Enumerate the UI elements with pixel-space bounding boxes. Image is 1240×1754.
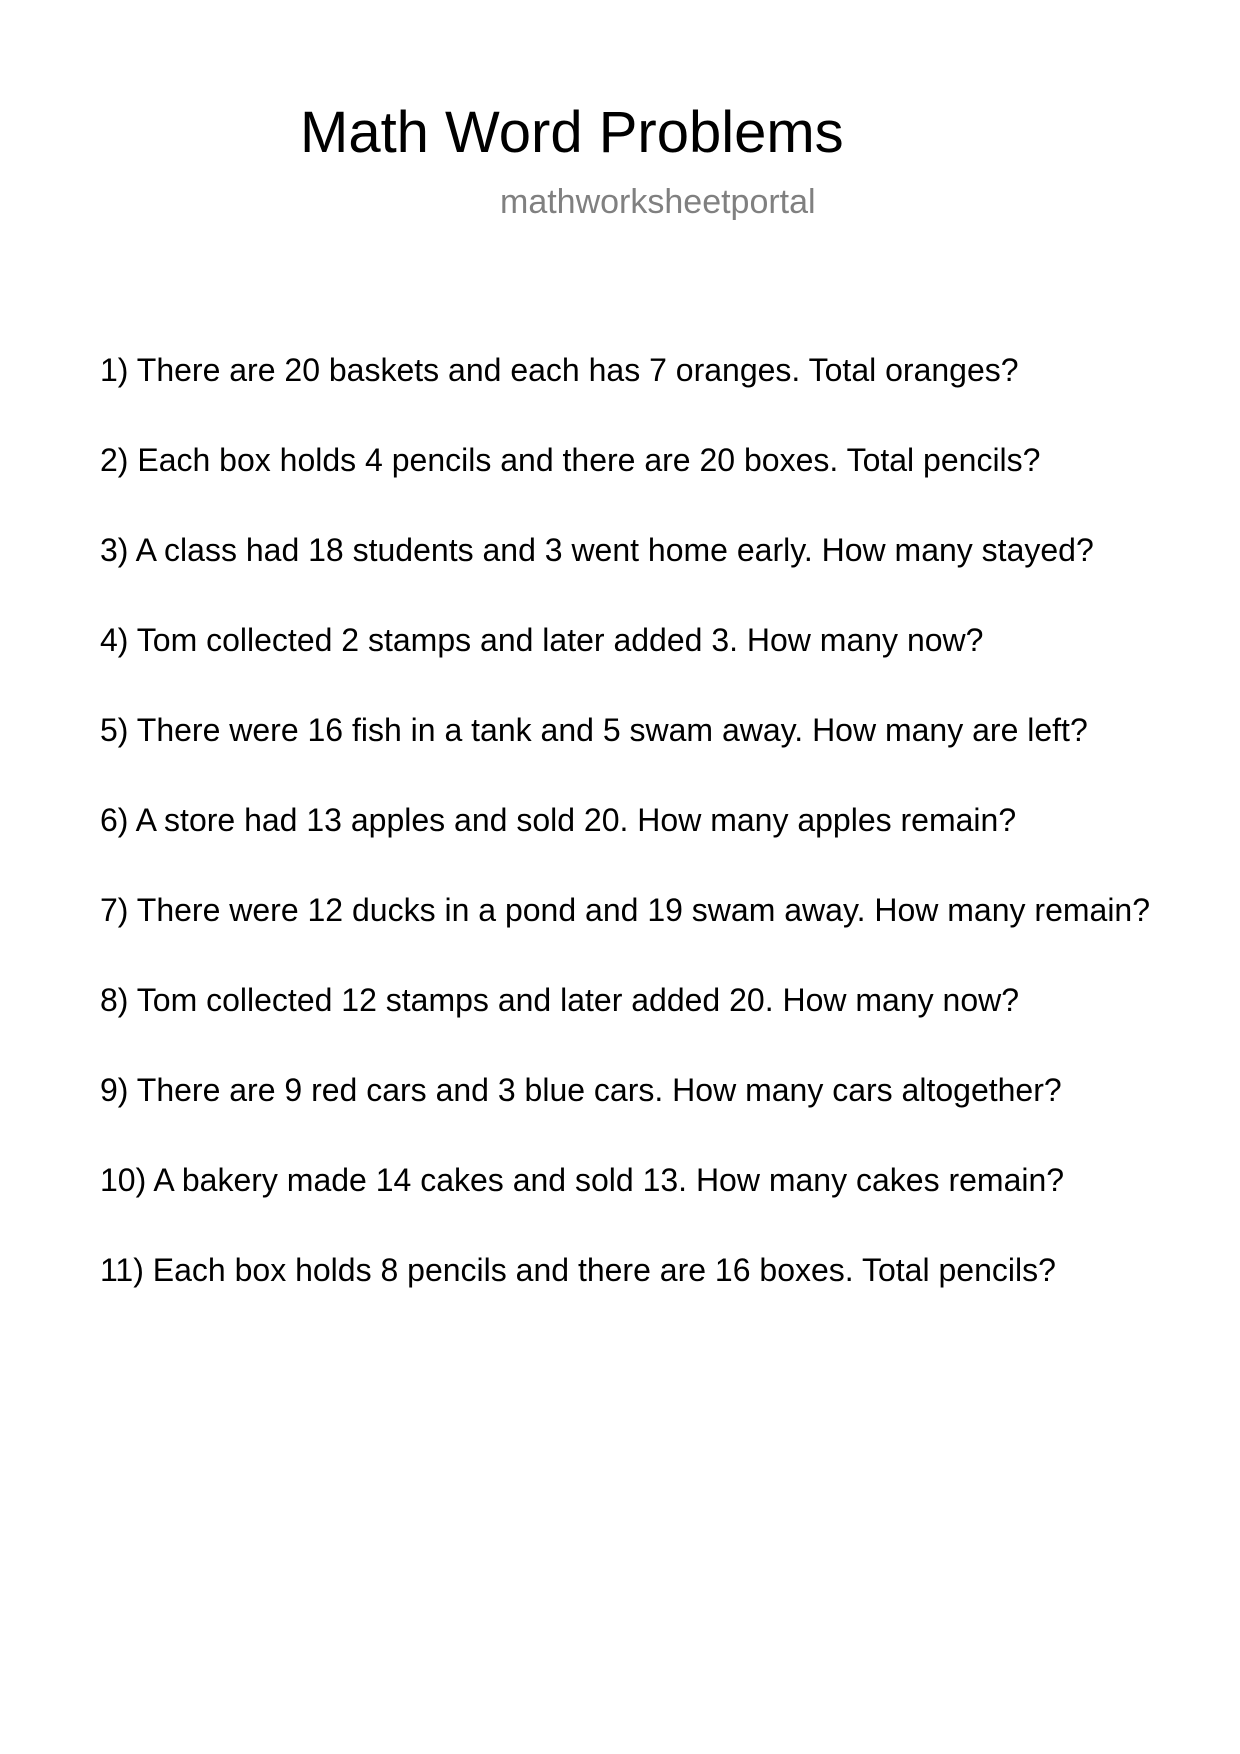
problem-item: 1) There are 20 baskets and each has 7 oranges. Total oranges?	[100, 352, 1019, 388]
page-title: Math Word Problems	[300, 100, 844, 165]
problem-item: 8) Tom collected 12 stamps and later added 20. How many now?	[100, 982, 1020, 1018]
problem-item: 6) A store had 13 apples and sold 20. How many apples remain?	[100, 802, 1017, 838]
problem-list	[100, 350, 1240, 1340]
problem-item: 7) There were 12 ducks in a pond and 19 swam away. How many remain?	[100, 892, 1151, 928]
problem-item: 9) There are 9 red cars and 3 blue cars. How many cars altogether?	[100, 1072, 1062, 1108]
problem-item: 3) A class had 18 students and 3 went home early. How many stayed?	[100, 532, 1094, 568]
page-subtitle: mathworksheetportal	[500, 183, 816, 221]
problem-item: 4) Tom collected 2 stamps and later added 3. How many now?	[100, 622, 984, 658]
problem-item: 5) There were 16 fish in a tank and 5 swam away. How many are left?	[100, 712, 1088, 748]
problem-item: 11) Each box holds 8 pencils and there are 16 boxes. Total pencils?	[100, 1252, 1056, 1288]
problem-item: 10) A bakery made 14 cakes and sold 13. How many cakes remain?	[100, 1162, 1065, 1198]
problem-item: 2) Each box holds 4 pencils and there are 20 boxes. Total pencils?	[100, 442, 1041, 478]
